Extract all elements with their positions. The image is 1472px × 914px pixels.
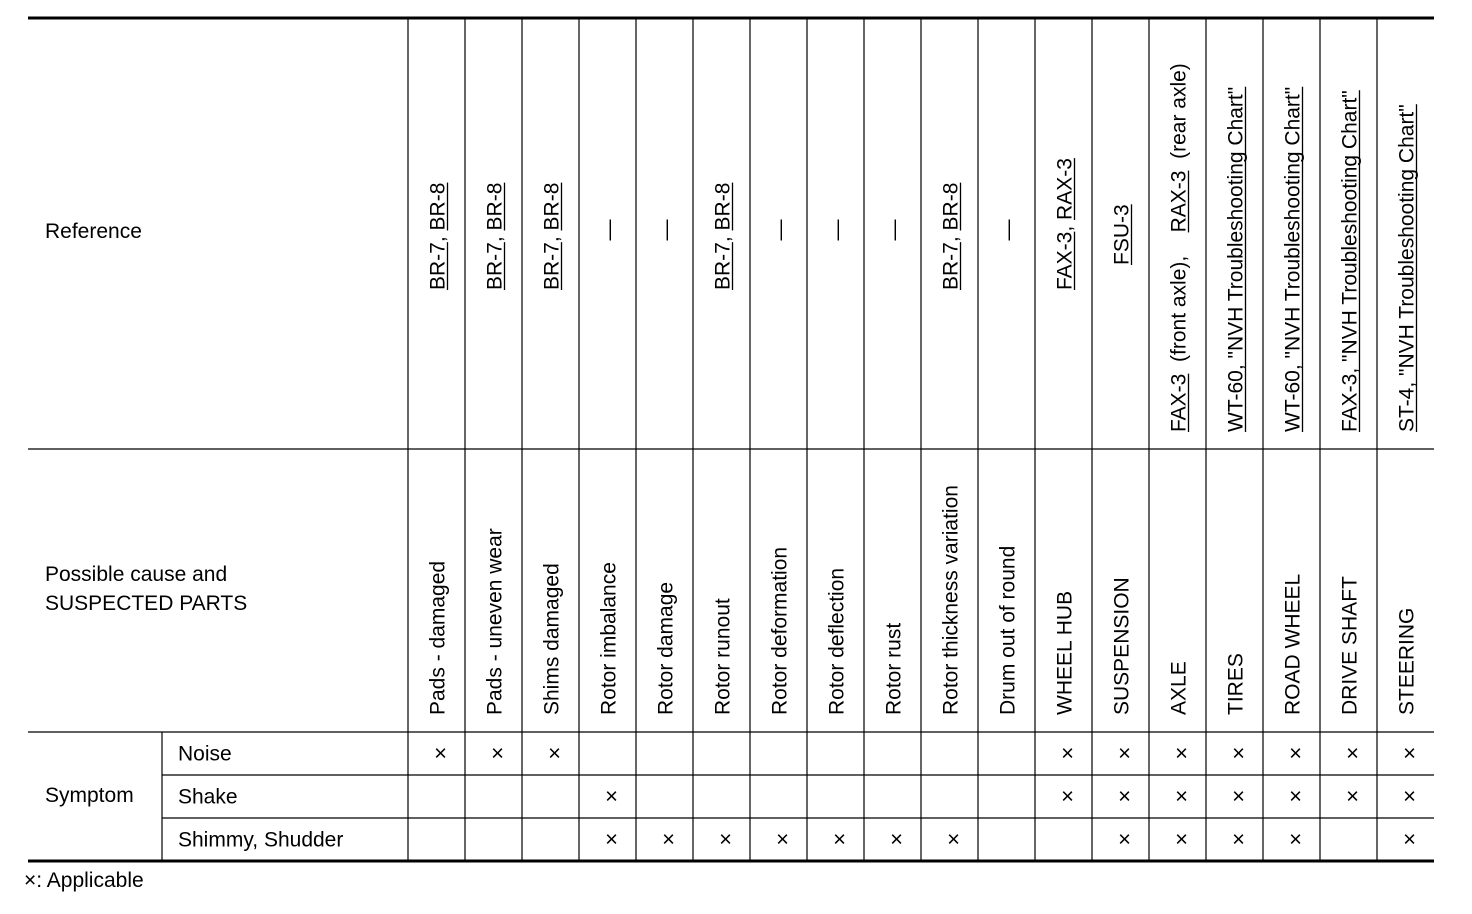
reference-cell <box>1168 63 1191 432</box>
applicable-mark: × <box>1403 826 1416 852</box>
applicable-mark: × <box>1175 783 1188 809</box>
applicable-mark: × <box>947 826 960 852</box>
reference-segment: — <box>825 219 849 241</box>
reference-cell <box>997 220 1020 241</box>
applicable-mark: × <box>605 783 618 809</box>
reference-segment: — <box>597 219 621 241</box>
applicable-mark: × <box>1289 740 1302 766</box>
reference-cell <box>1339 90 1362 432</box>
reference-cell <box>484 183 507 290</box>
reference-row <box>427 63 1419 432</box>
cause-cell: TIRES <box>1224 653 1248 715</box>
reference-cell <box>1054 158 1077 290</box>
reference-segment: — <box>882 219 906 241</box>
reference-cell <box>1225 87 1248 432</box>
cause-cell: Rotor runout <box>711 598 735 715</box>
reference-segment: ST-4, "NVH Troubleshooting Chart" <box>1395 104 1419 432</box>
applicable-mark: × <box>776 826 789 852</box>
cause-cell: SUSPENSION <box>1110 577 1134 715</box>
reference-segment: BR-8 <box>426 182 450 231</box>
applicable-mark: × <box>1061 783 1074 809</box>
cause-cell: DRIVE SHAFT <box>1338 576 1362 715</box>
reference-segment: RAX-3 <box>1053 158 1077 220</box>
applicable-mark: × <box>833 826 846 852</box>
reference-segment: — <box>654 219 678 241</box>
applicable-mark: × <box>1232 826 1245 852</box>
applicable-mark: × <box>719 826 732 852</box>
reference-cell <box>427 183 450 290</box>
cause-cell: Rotor damage <box>654 581 678 715</box>
reference-segment: FAX-3 <box>1167 373 1191 432</box>
symptom-name: Shake <box>178 785 238 809</box>
reference-cell <box>598 220 621 241</box>
reference-segment: , <box>540 230 564 243</box>
applicable-mark: × <box>1118 783 1131 809</box>
reference-cell <box>826 220 849 241</box>
cause-label-line1: Possible cause and <box>45 563 228 586</box>
cause-cell: Pads - damaged <box>426 560 450 715</box>
applicable-mark: × <box>1346 783 1359 809</box>
reference-segment: BR-8 <box>711 182 735 231</box>
reference-segment: BR-7 <box>483 242 507 290</box>
applicable-mark: × <box>434 740 447 766</box>
reference-segment: BR-7 <box>540 242 564 290</box>
cause-cell: Rotor imbalance <box>597 562 621 715</box>
reference-cell <box>541 183 564 290</box>
applicable-mark: × <box>491 740 504 766</box>
applicable-mark: × <box>605 826 618 852</box>
applicable-mark: × <box>548 740 561 766</box>
reference-segment: , <box>711 230 735 243</box>
reference-cell <box>1396 104 1419 432</box>
cause-label-line2: SUSPECTED PARTS <box>45 592 248 615</box>
reference-segment: BR-7 <box>426 242 450 290</box>
reference-cell <box>1111 204 1134 265</box>
reference-cell <box>883 220 906 241</box>
applicable-mark: × <box>1175 740 1188 766</box>
cause-cell: Rotor deflection <box>825 567 849 715</box>
symptom-names <box>178 743 343 852</box>
reference-segment: BR-7 <box>711 242 735 290</box>
reference-cell <box>655 220 678 241</box>
cause-cell: Rotor deformation <box>768 546 792 715</box>
reference-segment: , <box>1053 219 1077 232</box>
reference-segment: WT-60, "NVH Troubleshooting Chart" <box>1281 86 1305 432</box>
reference-segment: — <box>768 219 792 241</box>
cause-cell: AXLE <box>1167 661 1191 715</box>
applicable-mark: × <box>1403 783 1416 809</box>
reference-segment: BR-8 <box>939 182 963 231</box>
reference-segment: BR-8 <box>540 182 564 231</box>
reference-label: Reference <box>45 220 142 243</box>
symptom-name: Noise <box>178 742 232 766</box>
reference-segment: WT-60, "NVH Troubleshooting Chart" <box>1224 86 1248 432</box>
applicable-mark: × <box>890 826 903 852</box>
reference-segment: , <box>939 230 963 243</box>
symptom-marks <box>434 741 1416 852</box>
reference-segment: FAX-3 <box>1053 231 1077 290</box>
reference-segment: (front axle), <box>1167 232 1191 374</box>
applicable-mark: × <box>1289 826 1302 852</box>
table-grid <box>28 18 1434 861</box>
reference-cell <box>940 183 963 290</box>
applicable-mark: × <box>1232 740 1245 766</box>
reference-segment: , <box>483 230 507 243</box>
reference-cell <box>712 183 735 290</box>
applicable-mark: × <box>1346 740 1359 766</box>
reference-segment: BR-7 <box>939 242 963 290</box>
applicable-mark: × <box>1175 826 1188 852</box>
cause-cell: Rotor rust <box>882 622 906 715</box>
applicable-mark: × <box>1289 783 1302 809</box>
reference-segment: FSU-3 <box>1110 204 1134 265</box>
cause-cell: Pads - uneven wear <box>483 528 507 715</box>
reference-segment: , <box>426 230 450 243</box>
cause-cell: STEERING <box>1395 607 1419 715</box>
reference-cell <box>1282 87 1305 432</box>
symptom-label: Symptom <box>45 784 134 807</box>
applicable-mark: × <box>1232 783 1245 809</box>
cause-cell: Drum out of round <box>996 545 1020 715</box>
cause-cell: Shims damaged <box>540 563 564 715</box>
legend: ×: Applicable <box>24 869 144 892</box>
applicable-mark: × <box>1403 740 1416 766</box>
cause-cell: Rotor thickness variation <box>939 485 963 715</box>
reference-segment: RAX-3 <box>1167 170 1191 233</box>
cause-cell: ROAD WHEEL <box>1281 573 1305 715</box>
applicable-mark: × <box>1118 826 1131 852</box>
reference-segment: BR-8 <box>483 182 507 231</box>
applicable-mark: × <box>1061 740 1074 766</box>
reference-cell <box>769 220 792 241</box>
applicable-mark: × <box>662 826 675 852</box>
cause-row <box>427 485 1419 715</box>
applicable-mark: × <box>1118 740 1131 766</box>
cause-cell: WHEEL HUB <box>1053 590 1077 715</box>
symptom-name: Shimmy, Shudder <box>178 828 344 852</box>
reference-segment: — <box>996 219 1020 241</box>
reference-segment: (rear axle) <box>1167 63 1191 171</box>
reference-segment: FAX-3, "NVH Troubleshooting Chart" <box>1338 90 1362 432</box>
